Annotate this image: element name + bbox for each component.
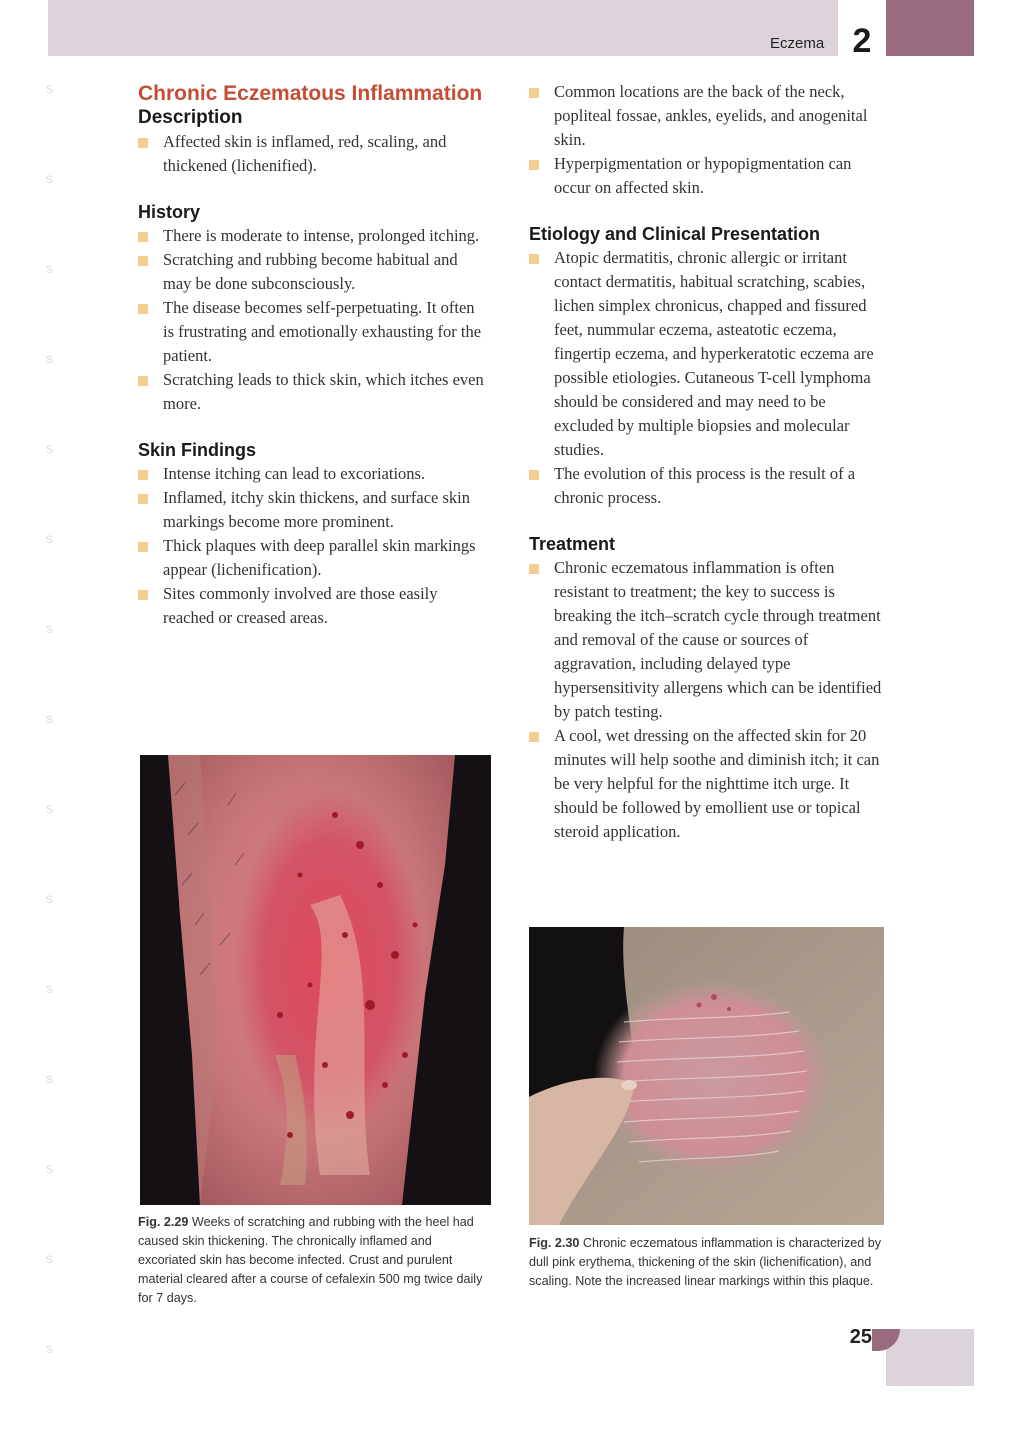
skin-findings-heading: Skin Findings (138, 440, 257, 460)
list-item: Common locations are the back of the neck, popliteal fossae, ankles, eyelids, and anogenital skin. (529, 80, 889, 152)
history-heading: History (138, 202, 201, 222)
locations-list (529, 80, 889, 200)
list-item: Affected skin is inflamed, red, scaling, and thickened (lichenified). (138, 130, 488, 178)
page-title: Chronic Eczematous Inflammation (138, 82, 483, 105)
skin-findings-section (138, 438, 488, 630)
history-list (138, 224, 488, 416)
etiology-list (529, 246, 889, 510)
list-item: Scratching leads to thick skin, which itches even more. (138, 368, 488, 416)
figure-2-29 (140, 755, 492, 1308)
figure-label: Fig. 2.29 (138, 1215, 189, 1229)
leg-eczema-image (140, 755, 491, 1205)
figure-2-30 (529, 927, 885, 1291)
margin-marks: s s s s s s s s s s s s s s s (46, 80, 53, 1356)
plaque-image (529, 927, 884, 1225)
left-column (138, 80, 488, 652)
figure-label: Fig. 2.30 (529, 1236, 580, 1250)
list-item: Chronic eczematous inflammation is often resistant to treatment; the key to success is breaking the itch–scratch cycle through treatment and removal of the cause or sources of aggravation, including delayed type hypersensitivity allergens which can be identified by patch testing. (529, 556, 889, 724)
description-heading: Description (138, 107, 243, 128)
history-section (138, 200, 488, 416)
figure-caption-text: Chronic eczematous inflammation is characterized by dull pink erythema, thickening of the skin (lichenification), and scaling. Note the increased linear markings within this plaque. (529, 1236, 882, 1288)
figure-caption (138, 1213, 492, 1308)
list-item: Hyperpigmentation or hypopigmentation can occur on affected skin. (529, 152, 889, 200)
locations-section (529, 80, 889, 200)
right-column (529, 80, 889, 866)
list-item: Intense itching can lead to excoriations. (138, 462, 488, 486)
description-section (138, 106, 488, 178)
header-band (48, 0, 838, 56)
chapter-number: 2 (852, 22, 872, 60)
chapter-tab (886, 0, 974, 56)
plaque-photo (529, 927, 884, 1225)
leg-eczema-photo (140, 755, 491, 1205)
list-item: Inflamed, itchy skin thickens, and surface skin markings become more prominent. (138, 486, 488, 534)
list-item: Thick plaques with deep parallel skin markings appear (lichenification). (138, 534, 488, 582)
etiology-heading: Etiology and Clinical Presentation (529, 224, 821, 244)
list-item: There is moderate to intense, prolonged itching. (138, 224, 488, 248)
list-item: Scratching and rubbing become habitual and may be done subconsciously. (138, 248, 488, 296)
skin-findings-list (138, 462, 488, 630)
treatment-section (529, 532, 889, 844)
list-item: The disease becomes self-perpetuating. It often is frustrating and emotionally exhausting for the patient. (138, 296, 488, 368)
page-number: 25 (849, 1326, 872, 1348)
etiology-section (529, 222, 889, 510)
list-item: The evolution of this process is the result of a chronic process. (529, 462, 889, 510)
figure-caption-text: Weeks of scratching and rubbing with the heel had caused skin thickening. The chronically inflamed and excoriated skin has become infected. Crust and purulent material cleared after a course of cefalexin 500 mg twice daily for 7 days. (138, 1215, 483, 1305)
list-item: Atopic dermatitis, chronic allergic or irritant contact dermatitis, habitual scratching, scabies, lichen simplex chronicus, chapped and fissured feet, nummular eczema, asteatotic eczema, fingertip eczema, and hyperkeratotic eczema are possible etiologies. Cutaneous T-cell lymphoma should be considered and may need to be excluded by multiple biopsies and molecular studies. (529, 246, 889, 462)
description-list (138, 130, 488, 178)
list-item: Sites commonly involved are those easily reached or creased areas. (138, 582, 488, 630)
figure-caption (529, 1234, 885, 1291)
footer-band (886, 1329, 974, 1386)
treatment-list (529, 556, 889, 844)
running-header-section: Eczema (770, 35, 825, 52)
treatment-heading: Treatment (529, 534, 616, 554)
list-item: A cool, wet dressing on the affected skin for 20 minutes will help soothe and diminish itch; it can be very helpful for the nighttime itch urge. It should be followed by emollient use or topical steroid application. (529, 724, 889, 844)
